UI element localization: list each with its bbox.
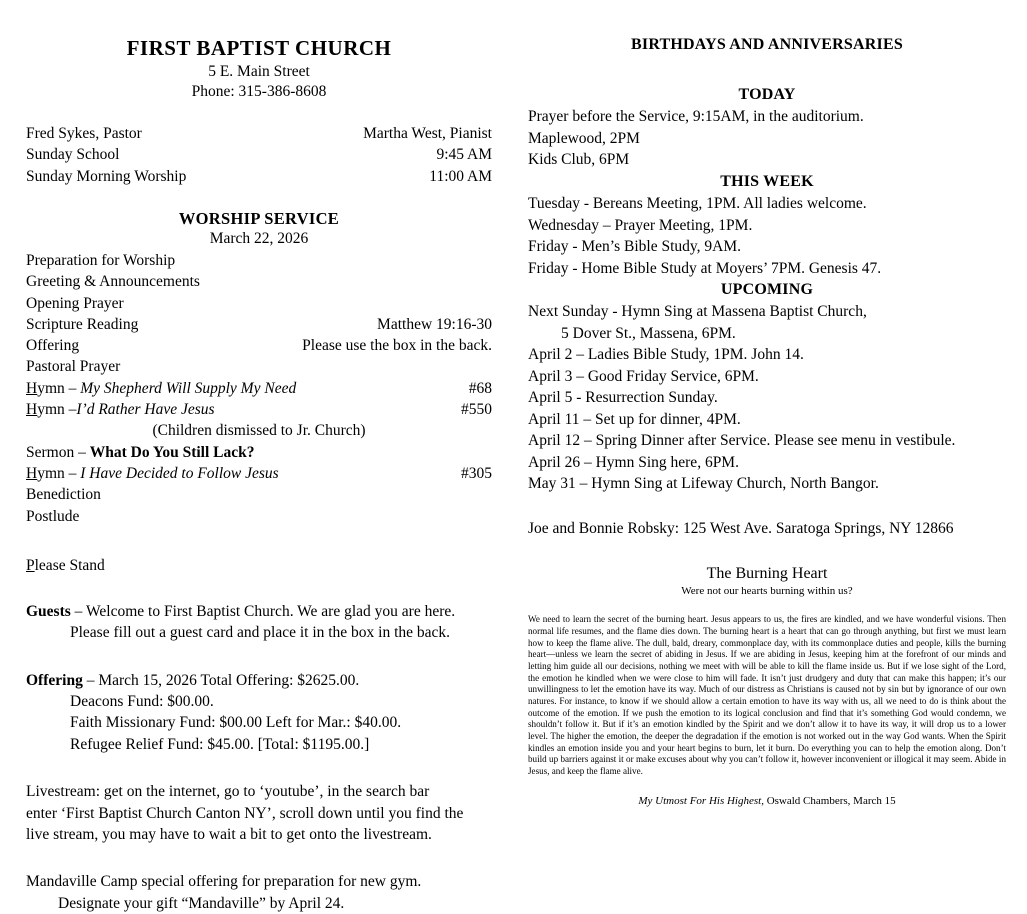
offering-total-text: – March 15, 2026 Total Offering: $2625.00.: [82, 671, 360, 689]
deacons-fund-line: Deacons Fund: $00.00.: [70, 693, 214, 711]
upcoming-heading: UPCOMING: [720, 280, 814, 298]
livestream-line-1: Livestream: get on the internet, go to ‘youtube’, in the search bar: [26, 783, 430, 801]
hymn-2-number: #550: [461, 401, 492, 419]
hymn-accesskey-letter: H: [26, 379, 38, 397]
upcoming-item: 5 Dover St., Massena, 6PM.: [561, 324, 736, 342]
hymn-3-dash: –: [64, 465, 81, 483]
offering-report-block: [26, 670, 492, 756]
order-item-hymn-3: [26, 463, 492, 484]
today-item: Kids Club, 6PM: [528, 151, 630, 169]
today-item: Prayer before the Service, 9:15AM, in the auditorium.: [528, 108, 864, 126]
this-week-item: Wednesday – Prayer Meeting, 1PM.: [528, 216, 753, 234]
hymn-2-title: I’d Rather Have Jesus: [76, 401, 215, 419]
upcoming-item: April 3 – Good Friday Service, 6PM.: [528, 367, 759, 385]
mandaville-camp-block: [26, 871, 492, 914]
order-item-sermon: [26, 442, 492, 463]
guests-welcome-text: – Welcome to First Baptist Church. We are glad you are here.: [70, 602, 456, 620]
church-address: 5 E. Main Street: [208, 63, 310, 81]
please-stand-accesskey-letter: P: [26, 556, 35, 574]
guests-label: Guests: [26, 602, 71, 620]
faith-missionary-fund-line: Faith Missionary Fund: $00.00 Left for Mar.: $40.00.: [70, 714, 402, 732]
this-week-item: Friday - Men’s Bible Study, 9AM.: [528, 238, 741, 256]
devotional-attribution: [528, 795, 1006, 807]
scripture-reference: Matthew 19:16-30: [377, 315, 492, 333]
order-item-postlude: Postlude: [26, 507, 80, 525]
hymn-word-rest: ymn: [37, 401, 65, 419]
church-name: FIRST BAPTIST CHURCH: [126, 36, 392, 60]
order-item-pastoral-prayer: Pastoral Prayer: [26, 358, 121, 376]
staff-row: [26, 123, 492, 144]
sunday-school-time: 9:45 AM: [436, 146, 492, 164]
this-week-heading: THIS WEEK: [720, 172, 814, 190]
order-item-offering: [26, 335, 492, 356]
guests-line-1: [26, 601, 492, 622]
morning-worship-time: 11:00 AM: [429, 167, 492, 185]
this-week-item: Tuesday - Bereans Meeting, 1PM. All ladies welcome.: [528, 195, 867, 213]
livestream-line-2: enter ‘First Baptist Church Canton NY’, scroll down until you find the: [26, 804, 464, 822]
hymn-word-rest: ymn: [37, 465, 65, 483]
missionary-contact-line: Joe and Bonnie Robsky: 125 West Ave. Saratoga Springs, NY 12866: [528, 520, 954, 538]
sunday-school-label: Sunday School: [26, 146, 120, 164]
please-stand-note: [26, 557, 492, 575]
order-item-preparation: Preparation for Worship: [26, 251, 176, 269]
offering-note: Please use the box in the back.: [302, 337, 492, 355]
hymn-1-label: [26, 378, 296, 399]
hymn-3-number: #305: [461, 465, 492, 483]
hymn-2-label: [26, 399, 215, 420]
upcoming-list: [528, 301, 1006, 494]
order-item-hymn-2: [26, 399, 492, 420]
children-dismissal-note: (Children dismissed to Jr. Church): [152, 422, 366, 440]
livestream-line-3: live stream, you may have to wait a bit to get onto the livestream.: [26, 825, 432, 843]
upcoming-item: April 5 - Resurrection Sunday.: [528, 389, 718, 407]
order-item-hymn-1: [26, 378, 492, 399]
offering-report-line-1: [26, 670, 492, 691]
upcoming-item: April 11 – Set up for dinner, 4PM.: [528, 410, 741, 428]
upcoming-item: April 26 – Hymn Sing here, 6PM.: [528, 453, 739, 471]
staff-schedule-block: [26, 123, 492, 187]
hymn-1-number: #68: [468, 379, 492, 397]
please-stand-rest: lease Stand: [34, 556, 105, 574]
hymn-3-label: [26, 463, 279, 484]
today-list: [528, 106, 1006, 170]
upcoming-item: May 31 – Hymn Sing at Lifeway Church, North Bangor.: [528, 474, 879, 492]
hymn-accesskey-letter: H: [26, 465, 38, 483]
mandaville-line-2: Designate your gift “Mandaville” by April 24.: [58, 894, 345, 912]
worship-service-date: March 22, 2026: [209, 229, 309, 247]
livestream-block: [26, 781, 492, 845]
upcoming-item: April 12 – Spring Dinner after Service. Please see menu in vestibule.: [528, 432, 956, 450]
right-column: [528, 36, 1006, 807]
worship-service-heading: WORSHIP SERVICE: [178, 208, 340, 228]
devotional-source-rest: , Oswald Chambers, March 15: [761, 794, 896, 807]
devotional-title: The Burning Heart: [706, 564, 828, 582]
mandaville-line-1: Mandaville Camp special offering for preparation for new gym.: [26, 873, 422, 891]
offering-report-label: Offering: [26, 671, 83, 689]
hymn-1-dash: –: [64, 379, 81, 397]
today-item: Maplewood, 2PM: [528, 129, 640, 147]
scripture-label: Scripture Reading: [26, 315, 139, 333]
this-week-list: [528, 193, 1006, 279]
devotional-subtitle: Were not our hearts burning within us?: [681, 585, 853, 598]
hymn-accesskey-letter: H: [26, 401, 38, 419]
upcoming-item: Next Sunday - Hymn Sing at Massena Baptist Church,: [528, 303, 867, 321]
order-item-benediction: Benediction: [26, 486, 101, 504]
schedule-row: [26, 144, 492, 165]
order-of-service-list: [26, 250, 492, 527]
hymn-word-rest: ymn: [37, 379, 65, 397]
this-week-item: Friday - Home Bible Study at Moyers’ 7PM. Genesis 47.: [528, 259, 882, 277]
pastor-name: Fred Sykes, Pastor: [26, 124, 142, 142]
hymn-1-title: My Shepherd Will Supply My Need: [80, 379, 297, 397]
order-item-scripture: [26, 314, 492, 335]
guests-block: [26, 601, 492, 644]
church-phone: Phone: 315-386-8608: [191, 82, 327, 100]
order-item-greeting: Greeting & Announcements: [26, 273, 200, 291]
sermon-title: What Do You Still Lack?: [89, 443, 255, 461]
offering-label: Offering: [26, 337, 80, 355]
pianist-name: Martha West, Pianist: [363, 124, 492, 142]
today-heading: TODAY: [738, 86, 796, 103]
guests-line-2: Please fill out a guest card and place it in the box in the back.: [70, 624, 451, 642]
refugee-relief-fund-line: Refugee Relief Fund: $45.00. [Total: $1195.00.]: [70, 735, 370, 753]
devotional-source-title: My Utmost For His Highest: [638, 794, 762, 807]
morning-worship-label: Sunday Morning Worship: [26, 167, 187, 185]
devotional-body-text: We need to learn the secret of the burning heart. Jesus appears to us, the fires are kindled, and we have wonderful visions. Then normal life resumes, and the flame dies down. The burning heart is a heart that can go through anything, but first we must learn how to keep the flame alive. The dull, bald, dreary, commonplace day, with its commonplace duties and people, kills the burning heart—unless we learn the secret of abiding in Jesus. If we are abiding in Jesus, keeping him at the forefront of our minds and letting him guide all our decisions, nothing we meet with will be able to kill the flame inside us. But if we lose sight of the Lord, the emotion he kindled when we were close to him will fade. It isn’t just drudgery and duty that can make this happen; it’s our unwillingness to let the emotion have its way. Much of our distress as Christians is caused not by sin but by ignorance of our own natures. For instance, to know if we should allow a certain emotion to have its way with us, all we need to do is think about the outcome of the emotion. If we push the emotion to its logical conclusion and find that it’s something God would condemn, we shouldn’t follow it. But if it’s an emotion kindled by the Spirit and we don’t allow it to have its way, it will drop us to a lower level. The higher the emotion, the deeper the degradation if the emotion is not worked out in the way God wants. When the Spirit kindles an emotion inside you and your heart begins to burn, let it burn. Do everything you can to help the emotion along. Don’t build up barriers against it or make excuses about why you can’t follow it, however inconvenient or illogical it may seem. Abide in Jesus, and keep the flame alive.: [528, 614, 1006, 776]
sermon-label: Sermon –: [26, 443, 90, 461]
order-item-opening-prayer: Opening Prayer: [26, 294, 124, 312]
birthdays-anniversaries-heading: BIRTHDAYS AND ANNIVERSARIES: [631, 36, 903, 53]
left-column: [26, 36, 492, 914]
hymn-3-title: I Have Decided to Follow Jesus: [80, 465, 279, 483]
schedule-row: [26, 166, 492, 187]
upcoming-item: April 2 – Ladies Bible Study, 1PM. John 14.: [528, 346, 804, 364]
hymn-2-dash: –: [64, 401, 77, 419]
